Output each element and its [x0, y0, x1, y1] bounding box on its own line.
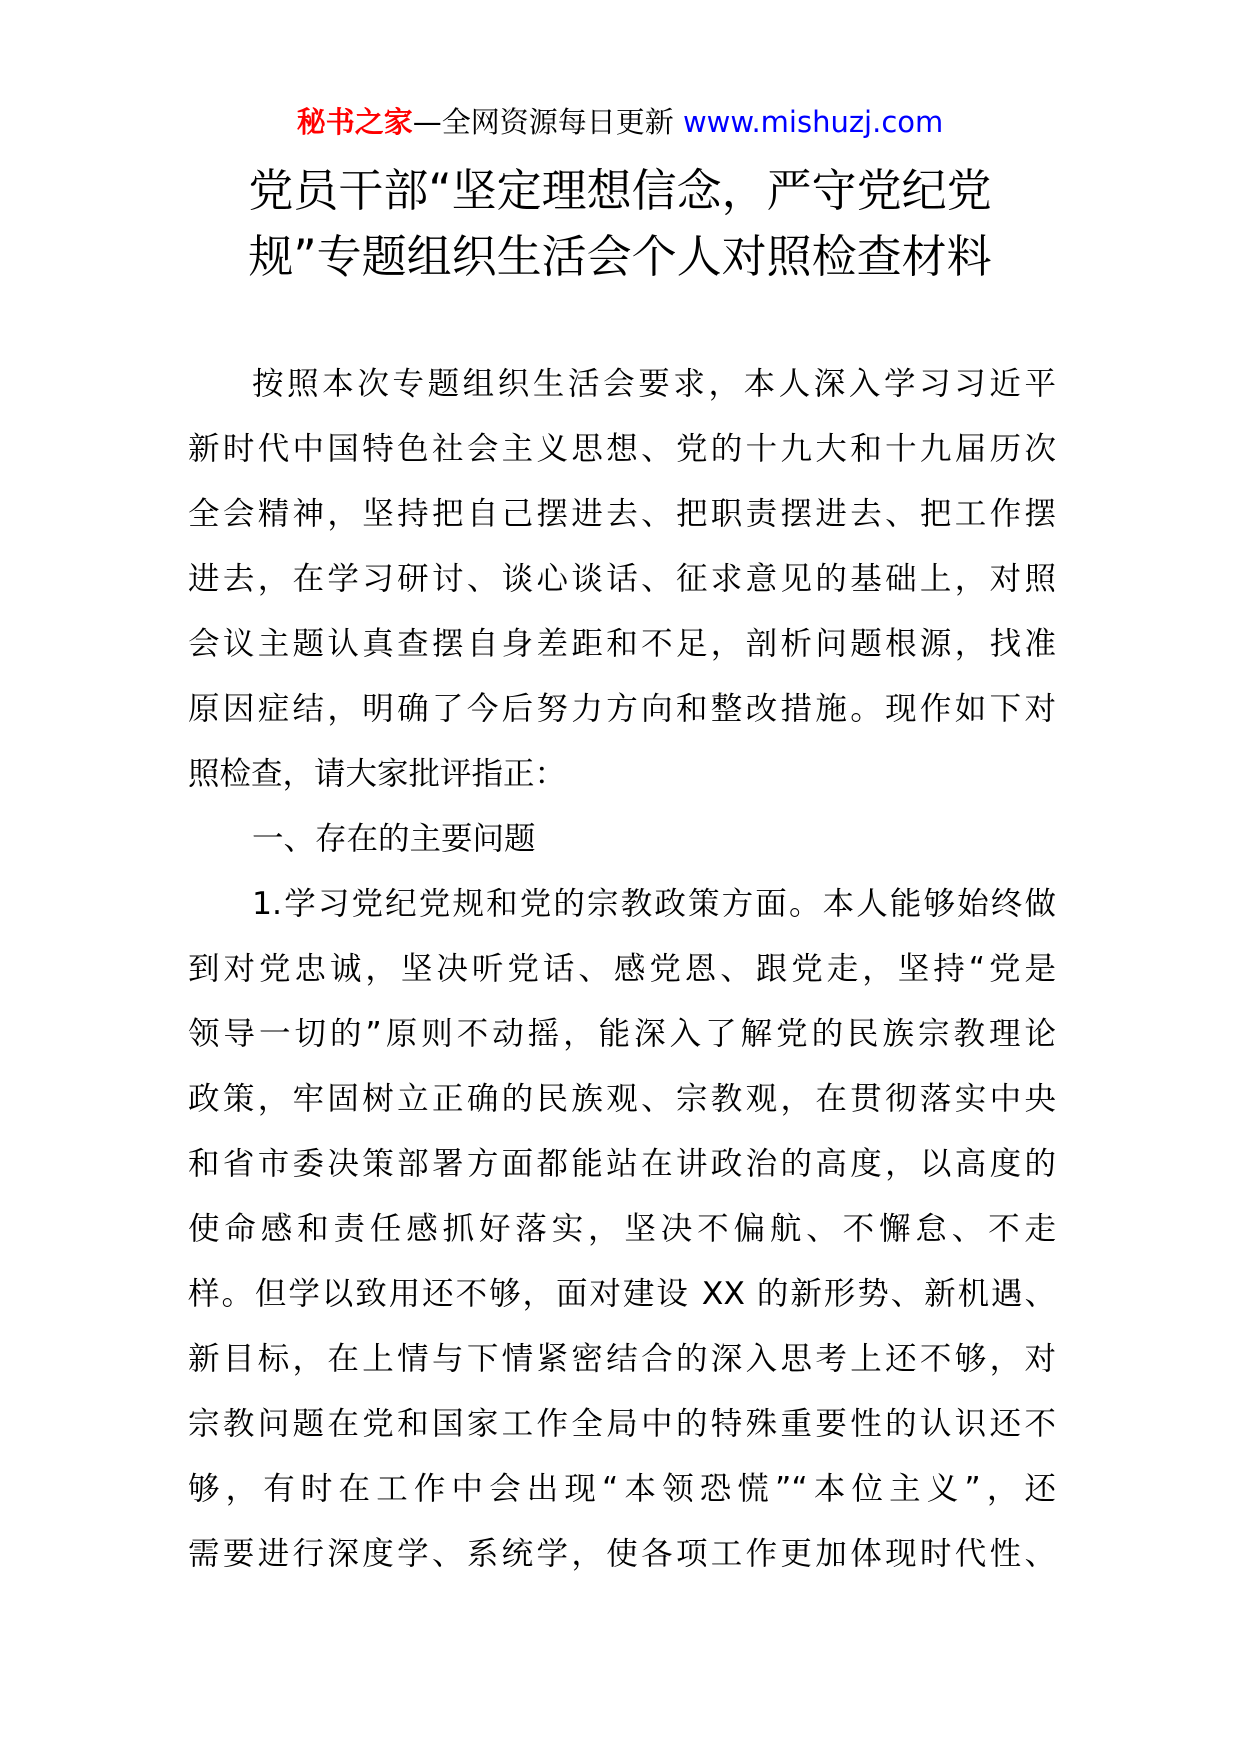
paragraph-line: 照检查，请大家批评指正： [188, 756, 567, 792]
brand-name: 秘书之家 [296, 105, 413, 139]
title-line: 党员干部“坚定理想信念，严守党纪党 [248, 164, 992, 217]
paragraph-line: 全会精神，坚持把自己摆进去、把职责摆进去、把工作摆 [188, 496, 1056, 532]
paragraph-line: 宗教问题在党和国家工作全局中的特殊重要性的认识还不 [188, 1406, 1056, 1442]
document-title [190, 158, 1050, 290]
paragraph-line: 样。但学以致用还不够，面对建设 XX 的新形势、新机遇、 [188, 1276, 1056, 1312]
paragraph-line: 会议主题认真查摆自身差距和不足，剖析问题根源，找准 [188, 626, 1056, 662]
paragraph-line: 和省市委决策部署方面都能站在讲政治的高度，以高度的 [188, 1146, 1056, 1182]
paragraph-line: 新目标，在上情与下情紧密结合的深入思考上还不够，对 [188, 1341, 1056, 1377]
section-heading: 一、存在的主要问题 [252, 821, 536, 857]
paragraph-line: 按照本次专题组织生活会要求，本人深入学习习近平 [252, 366, 1056, 402]
paragraph-line: 政策，牢固树立正确的民族观、宗教观，在贯彻落实中央 [188, 1081, 1056, 1117]
paragraph-line: 到对党忠诚，坚决听党话、感党恩、跟党走，坚持“党是 [188, 951, 1056, 987]
header-tagline: —全网资源每日更新 [412, 105, 683, 139]
paragraph-line: 1.学习党纪党规和党的宗教政策方面。本人能够始终做 [252, 886, 1056, 922]
title-line: 规”专题组织生活会个人对照检查材料 [248, 230, 992, 283]
paragraph-line: 新时代中国特色社会主义思想、党的十九大和十九届历次 [188, 431, 1056, 467]
site-url: www.mishuzj.com [682, 105, 944, 139]
paragraph-line: 领导一切的”原则不动摇，能深入了解党的民族宗教理论 [188, 1016, 1056, 1052]
watermark-header [0, 100, 1240, 144]
document-body [188, 352, 1056, 1587]
paragraph-line: 进去，在学习研讨、谈心谈话、征求意见的基础上，对照 [188, 561, 1056, 597]
paragraph-line: 原因症结，明确了今后努力方向和整改措施。现作如下对 [188, 691, 1056, 727]
paragraph-line: 使命感和责任感抓好落实，坚决不偏航、不懈怠、不走 [188, 1211, 1056, 1247]
paragraph-line: 需要进行深度学、系统学，使各项工作更加体现时代性、 [188, 1536, 1056, 1572]
paragraph-line: 够，有时在工作中会出现“本领恐慌”“本位主义”，还 [188, 1471, 1056, 1507]
